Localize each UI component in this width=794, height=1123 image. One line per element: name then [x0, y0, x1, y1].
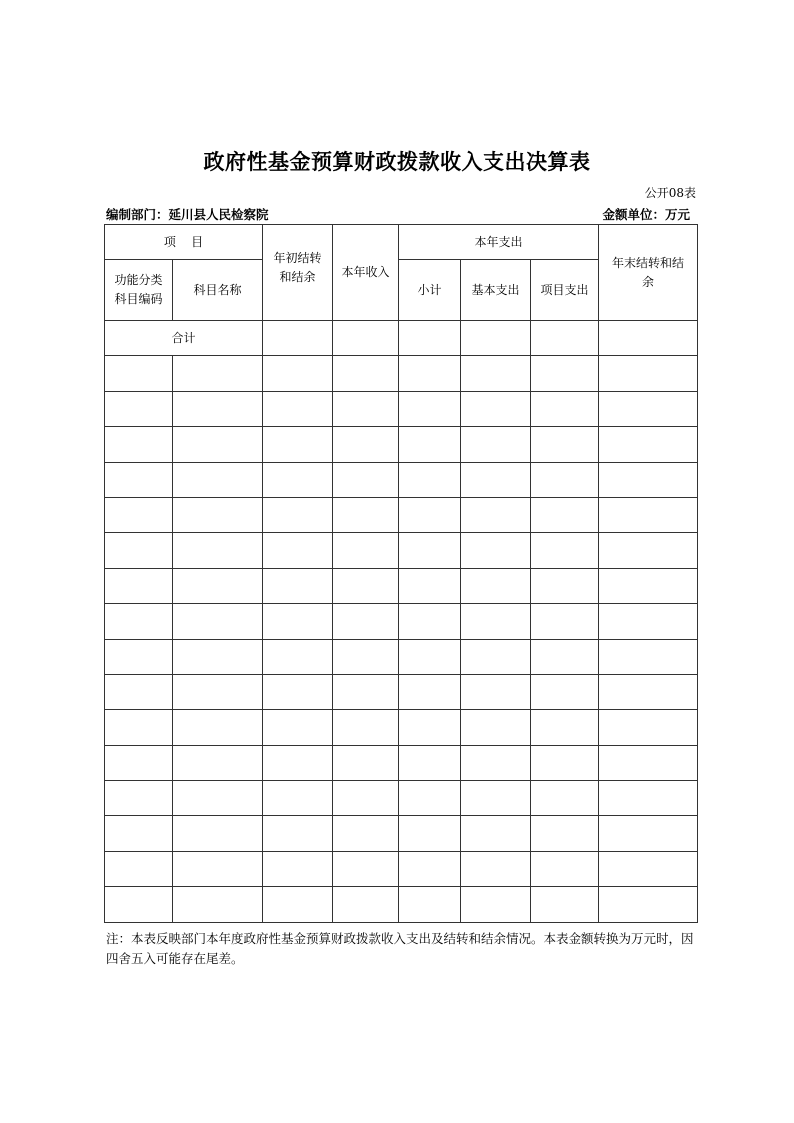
table-cell: [263, 674, 333, 709]
table-cell: [531, 639, 599, 674]
header-item: 项 目: [105, 225, 263, 260]
table-cell: [399, 568, 461, 603]
table-cell: [461, 604, 531, 639]
table-row: [105, 674, 698, 709]
table-cell: [333, 427, 399, 462]
table-cell: [531, 745, 599, 780]
table-cell: [333, 604, 399, 639]
table-cell: [333, 851, 399, 886]
table-cell: [173, 427, 263, 462]
table-cell: [531, 710, 599, 745]
table-cell: [461, 816, 531, 851]
table-cell: [461, 887, 531, 922]
table-cell: [461, 639, 531, 674]
table-cell: [399, 533, 461, 568]
table-row: [105, 781, 698, 816]
table-cell: [531, 533, 599, 568]
table-cell: [531, 887, 599, 922]
table-cell: [105, 568, 173, 603]
table-cell: [599, 674, 698, 709]
header-project-expense: 项目支出: [531, 260, 599, 321]
table-cell: [263, 745, 333, 780]
table-cell: [461, 533, 531, 568]
table-cell: [263, 604, 333, 639]
table-cell: [105, 816, 173, 851]
table-cell: [263, 639, 333, 674]
header-function-code: 功能分类 科目编码: [105, 260, 173, 321]
table-cell: [399, 851, 461, 886]
total-row: [105, 321, 698, 356]
table-cell: [333, 568, 399, 603]
table-cell: [399, 604, 461, 639]
footnote: 注：本表反映部门本年度政府性基金预算财政拨款收入支出及结转和结余情况。本表金额转换为万元时，因四舍五入可能存在尾差。: [106, 931, 694, 966]
table-row: [105, 710, 698, 745]
table-cell: [599, 427, 698, 462]
table-cell: [263, 568, 333, 603]
table-cell: [531, 816, 599, 851]
table-cell: [105, 356, 173, 391]
table-cell: [531, 674, 599, 709]
table-cell: [599, 391, 698, 426]
table-cell: [599, 497, 698, 532]
table-cell: [105, 497, 173, 532]
table-cell: [461, 745, 531, 780]
table-cell: [333, 781, 399, 816]
header-basic-expense: 基本支出: [461, 260, 531, 321]
table-cell: [263, 356, 333, 391]
table-cell: [599, 781, 698, 816]
table-cell: [599, 745, 698, 780]
table-cell: [599, 710, 698, 745]
table-cell: [263, 427, 333, 462]
table-cell: [399, 391, 461, 426]
table-cell: [531, 851, 599, 886]
table-cell: [105, 710, 173, 745]
table-cell: [105, 604, 173, 639]
table-cell: [599, 533, 698, 568]
table-cell: [399, 816, 461, 851]
table-cell: [333, 639, 399, 674]
table-cell: [461, 781, 531, 816]
table-row: [105, 462, 698, 497]
table-row: [105, 497, 698, 532]
table-cell: [531, 604, 599, 639]
table-cell: [173, 533, 263, 568]
table-cell: [333, 816, 399, 851]
table-cell: [461, 356, 531, 391]
table-cell: [531, 391, 599, 426]
table-cell: [599, 356, 698, 391]
table-cell: [333, 745, 399, 780]
table-cell: [173, 816, 263, 851]
table-cell: [105, 781, 173, 816]
table-cell: [173, 745, 263, 780]
table-cell: [173, 851, 263, 886]
table-cell: [173, 497, 263, 532]
table-cell: [173, 604, 263, 639]
header-closing-balance: 年末结转和结 余: [599, 225, 698, 321]
table-cell: [399, 674, 461, 709]
table-cell: [599, 462, 698, 497]
table-cell: [173, 674, 263, 709]
header-current-expense: 本年支出: [399, 225, 599, 260]
table-cell: [333, 887, 399, 922]
table-row: [105, 391, 698, 426]
table-cell: [531, 427, 599, 462]
table-cell: [399, 887, 461, 922]
header-current-income: 本年收入: [333, 225, 399, 321]
table-number: 公开08表: [644, 186, 696, 200]
header-subject-name: 科目名称: [173, 260, 263, 321]
table-cell: [263, 462, 333, 497]
table-cell: [461, 427, 531, 462]
table-row: [105, 568, 698, 603]
table-cell: [333, 462, 399, 497]
table-cell: [105, 745, 173, 780]
table-cell: [333, 497, 399, 532]
table-cell: [399, 427, 461, 462]
table-cell: [333, 391, 399, 426]
table-cell: [531, 356, 599, 391]
table-cell: [263, 391, 333, 426]
table-cell: [399, 356, 461, 391]
table-row: [105, 745, 698, 780]
table-cell: [599, 887, 698, 922]
table-cell: [461, 462, 531, 497]
table-cell: [173, 887, 263, 922]
table-cell: [263, 816, 333, 851]
table-cell: [399, 781, 461, 816]
table-cell: [333, 533, 399, 568]
table-cell: [263, 497, 333, 532]
total-label: 合计: [105, 321, 263, 356]
table-row: [105, 639, 698, 674]
table-cell: [461, 851, 531, 886]
table-cell: [173, 639, 263, 674]
table-cell: [531, 781, 599, 816]
table-cell: [599, 568, 698, 603]
table-cell: [173, 568, 263, 603]
table-cell: [105, 674, 173, 709]
table-cell: [599, 604, 698, 639]
unit-label: 金额单位：万元: [602, 207, 690, 222]
table-row: [105, 604, 698, 639]
table-cell: [263, 710, 333, 745]
table-cell: [263, 533, 333, 568]
page-title: 政府性基金预算财政拨款收入支出决算表: [203, 149, 591, 174]
table-row: [105, 427, 698, 462]
table-cell: [263, 851, 333, 886]
table-cell: [599, 639, 698, 674]
header-opening-balance: 年初结转 和结余: [263, 225, 333, 321]
table-cell: [399, 462, 461, 497]
table-row: [105, 356, 698, 391]
table-cell: [599, 816, 698, 851]
table-cell: [105, 639, 173, 674]
table-cell: [173, 462, 263, 497]
table-cell: [461, 568, 531, 603]
table-cell: [399, 639, 461, 674]
header-subtotal: 小计: [399, 260, 461, 321]
table-cell: [263, 781, 333, 816]
table-row: [105, 816, 698, 851]
table-cell: [333, 710, 399, 745]
table-cell: [105, 533, 173, 568]
table-cell: [461, 497, 531, 532]
table-cell: [399, 710, 461, 745]
table-cell: [399, 745, 461, 780]
table-cell: [173, 356, 263, 391]
table-cell: [173, 391, 263, 426]
table-cell: [461, 710, 531, 745]
table-cell: [105, 462, 173, 497]
table-row: [105, 887, 698, 922]
table-row: [105, 851, 698, 886]
table-cell: [461, 674, 531, 709]
table-cell: [173, 710, 263, 745]
table-cell: [333, 356, 399, 391]
table-cell: [333, 674, 399, 709]
table-cell: [105, 887, 173, 922]
table-cell: [531, 497, 599, 532]
table-cell: [173, 781, 263, 816]
table-cell: [599, 851, 698, 886]
table-cell: [105, 851, 173, 886]
table-cell: [531, 568, 599, 603]
table-cell: [263, 887, 333, 922]
table-cell: [399, 497, 461, 532]
table-cell: [461, 391, 531, 426]
budget-table: [104, 224, 698, 923]
table-cell: [105, 391, 173, 426]
table-cell: [531, 462, 599, 497]
table-row: [105, 533, 698, 568]
table-cell: [105, 427, 173, 462]
empty-rows: [105, 356, 698, 922]
department-label: 编制部门：延川县人民检察院: [106, 207, 269, 222]
